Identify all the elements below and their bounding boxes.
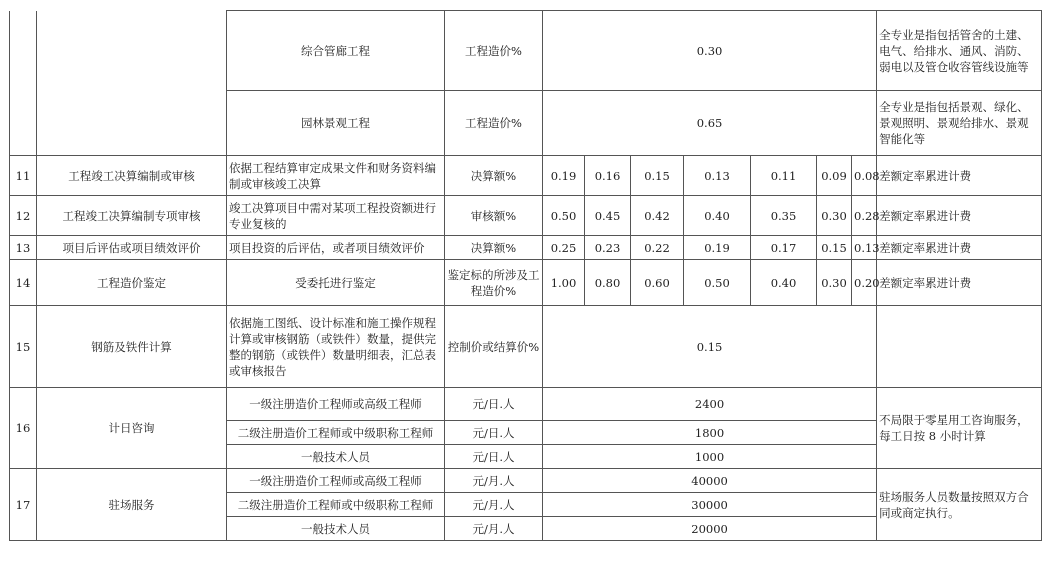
rate-cell: 0.50 [543,196,585,236]
project-name-cell: 工程竣工决算编制或审核 [37,156,227,196]
project-name-cell: 项目后评估或项目绩效评价 [37,236,227,260]
unit-cell: 工程造价% [445,11,543,91]
rate-cell: 0.35 [751,196,817,236]
unit-cell: 决算额% [445,236,543,260]
project-name-cell: 工程造价鉴定 [37,260,227,306]
content-cell: 综合管廊工程 [227,11,445,91]
row-number-cell: 12 [10,196,37,236]
note-cell: 全专业是指包括景观、绿化、景观照明、景观给排水、景观智能化等 [877,91,1042,156]
rate-cell: 40000 [543,469,877,493]
table-row [10,260,1042,306]
content-cell: 项目投资的后评估，或者项目绩效评价 [227,236,445,260]
rate-cell: 0.19 [684,236,751,260]
content-cell: 一般技术人员 [227,445,445,469]
rate-cell: 0.17 [751,236,817,260]
unit-cell: 控制价或结算价% [445,306,543,388]
row-number-cell: 16 [10,388,37,469]
rate-cell: 0.40 [751,260,817,306]
fee-standard-table [9,10,1042,541]
rate-cell: 0.16 [585,156,631,196]
rate-cell: 0.80 [585,260,631,306]
unit-cell: 元/月.人 [445,469,543,493]
row-number-cell: 17 [10,469,37,541]
rate-cell: 0.09 [817,156,852,196]
rate-cell: 0.25 [543,236,585,260]
rate-cell: 0.30 [817,196,852,236]
content-cell: 依据工程结算审定成果文件和财务资料编制或审核竣工决算 [227,156,445,196]
rate-cell: 0.15 [543,306,877,388]
rate-cell: 0.15 [631,156,684,196]
project-name-cell: 驻场服务 [37,469,227,541]
table-row [10,11,1042,91]
content-cell: 一级注册造价工程师或高级工程师 [227,388,445,421]
content-cell: 二级注册造价工程师或中级职称工程师 [227,493,445,517]
rate-cell: 1000 [543,445,877,469]
unit-cell: 元/月.人 [445,493,543,517]
rate-cell: 0.20 [852,260,877,306]
rate-cell: 0.60 [631,260,684,306]
table-row [10,306,1042,388]
row-number-cell: 11 [10,156,37,196]
rate-cell: 20000 [543,517,877,541]
note-cell: 不局限于零星用工咨询服务，每工日按 8 小时计算 [877,388,1042,469]
table-row [10,156,1042,196]
unit-cell: 元/日.人 [445,445,543,469]
note-cell: 差额定率累进计费 [877,196,1042,236]
content-cell: 二级注册造价工程师或中级职称工程师 [227,421,445,445]
rate-cell: 30000 [543,493,877,517]
rate-cell: 0.50 [684,260,751,306]
project-name-cell: 工程竣工决算编制专项审核 [37,196,227,236]
rate-cell: 0.45 [585,196,631,236]
row-number-cell: 13 [10,236,37,260]
unit-cell: 审核额% [445,196,543,236]
unit-cell: 决算额% [445,156,543,196]
rate-cell: 2400 [543,388,877,421]
content-cell: 受委托进行鉴定 [227,260,445,306]
note-cell: 驻场服务人员数量按照双方合同或商定执行。 [877,469,1042,541]
rate-cell: 0.65 [543,91,877,156]
row-number-cell: 15 [10,306,37,388]
unit-cell: 元/月.人 [445,517,543,541]
rate-cell: 0.23 [585,236,631,260]
rate-cell: 0.42 [631,196,684,236]
content-cell: 园林景观工程 [227,91,445,156]
table-row [10,388,1042,421]
unit-cell: 元/日.人 [445,421,543,445]
note-cell [877,306,1042,388]
rate-cell: 0.30 [817,260,852,306]
rate-cell: 0.13 [684,156,751,196]
content-cell: 一般技术人员 [227,517,445,541]
content-cell: 竣工决算项目中需对某项工程投资额进行专业复核的 [227,196,445,236]
row-number-cell [10,11,37,156]
table-row [10,469,1042,493]
note-cell: 差额定率累进计费 [877,260,1042,306]
row-number-cell: 14 [10,260,37,306]
table-row [10,236,1042,260]
rate-cell: 0.15 [817,236,852,260]
table-row [10,196,1042,236]
rate-cell: 0.19 [543,156,585,196]
note-cell: 差额定率累进计费 [877,156,1042,196]
rate-cell: 0.22 [631,236,684,260]
project-name-cell: 计日咨询 [37,388,227,469]
rate-cell: 0.11 [751,156,817,196]
rate-cell: 0.28 [852,196,877,236]
unit-cell: 元/日.人 [445,388,543,421]
content-cell: 一级注册造价工程师或高级工程师 [227,469,445,493]
rate-cell: 0.08 [852,156,877,196]
rate-cell: 0.13 [852,236,877,260]
rate-cell: 1800 [543,421,877,445]
project-name-cell: 钢筋及铁件计算 [37,306,227,388]
unit-cell: 鉴定标的所涉及工程造价% [445,260,543,306]
rate-cell: 0.30 [543,11,877,91]
unit-cell: 工程造价% [445,91,543,156]
rate-cell: 1.00 [543,260,585,306]
note-cell: 差额定率累进计费 [877,236,1042,260]
project-name-cell [37,11,227,156]
note-cell: 全专业是指包括管舍的土建、电气、给排水、通风、消防、弱电以及管仓收容管线设施等 [877,11,1042,91]
content-cell: 依据施工图纸、设计标准和施工操作规程计算或审核钢筋（或铁件）数量，提供完整的钢筋（或铁件）数量明细表，汇总表或审核报告 [227,306,445,388]
rate-cell: 0.40 [684,196,751,236]
